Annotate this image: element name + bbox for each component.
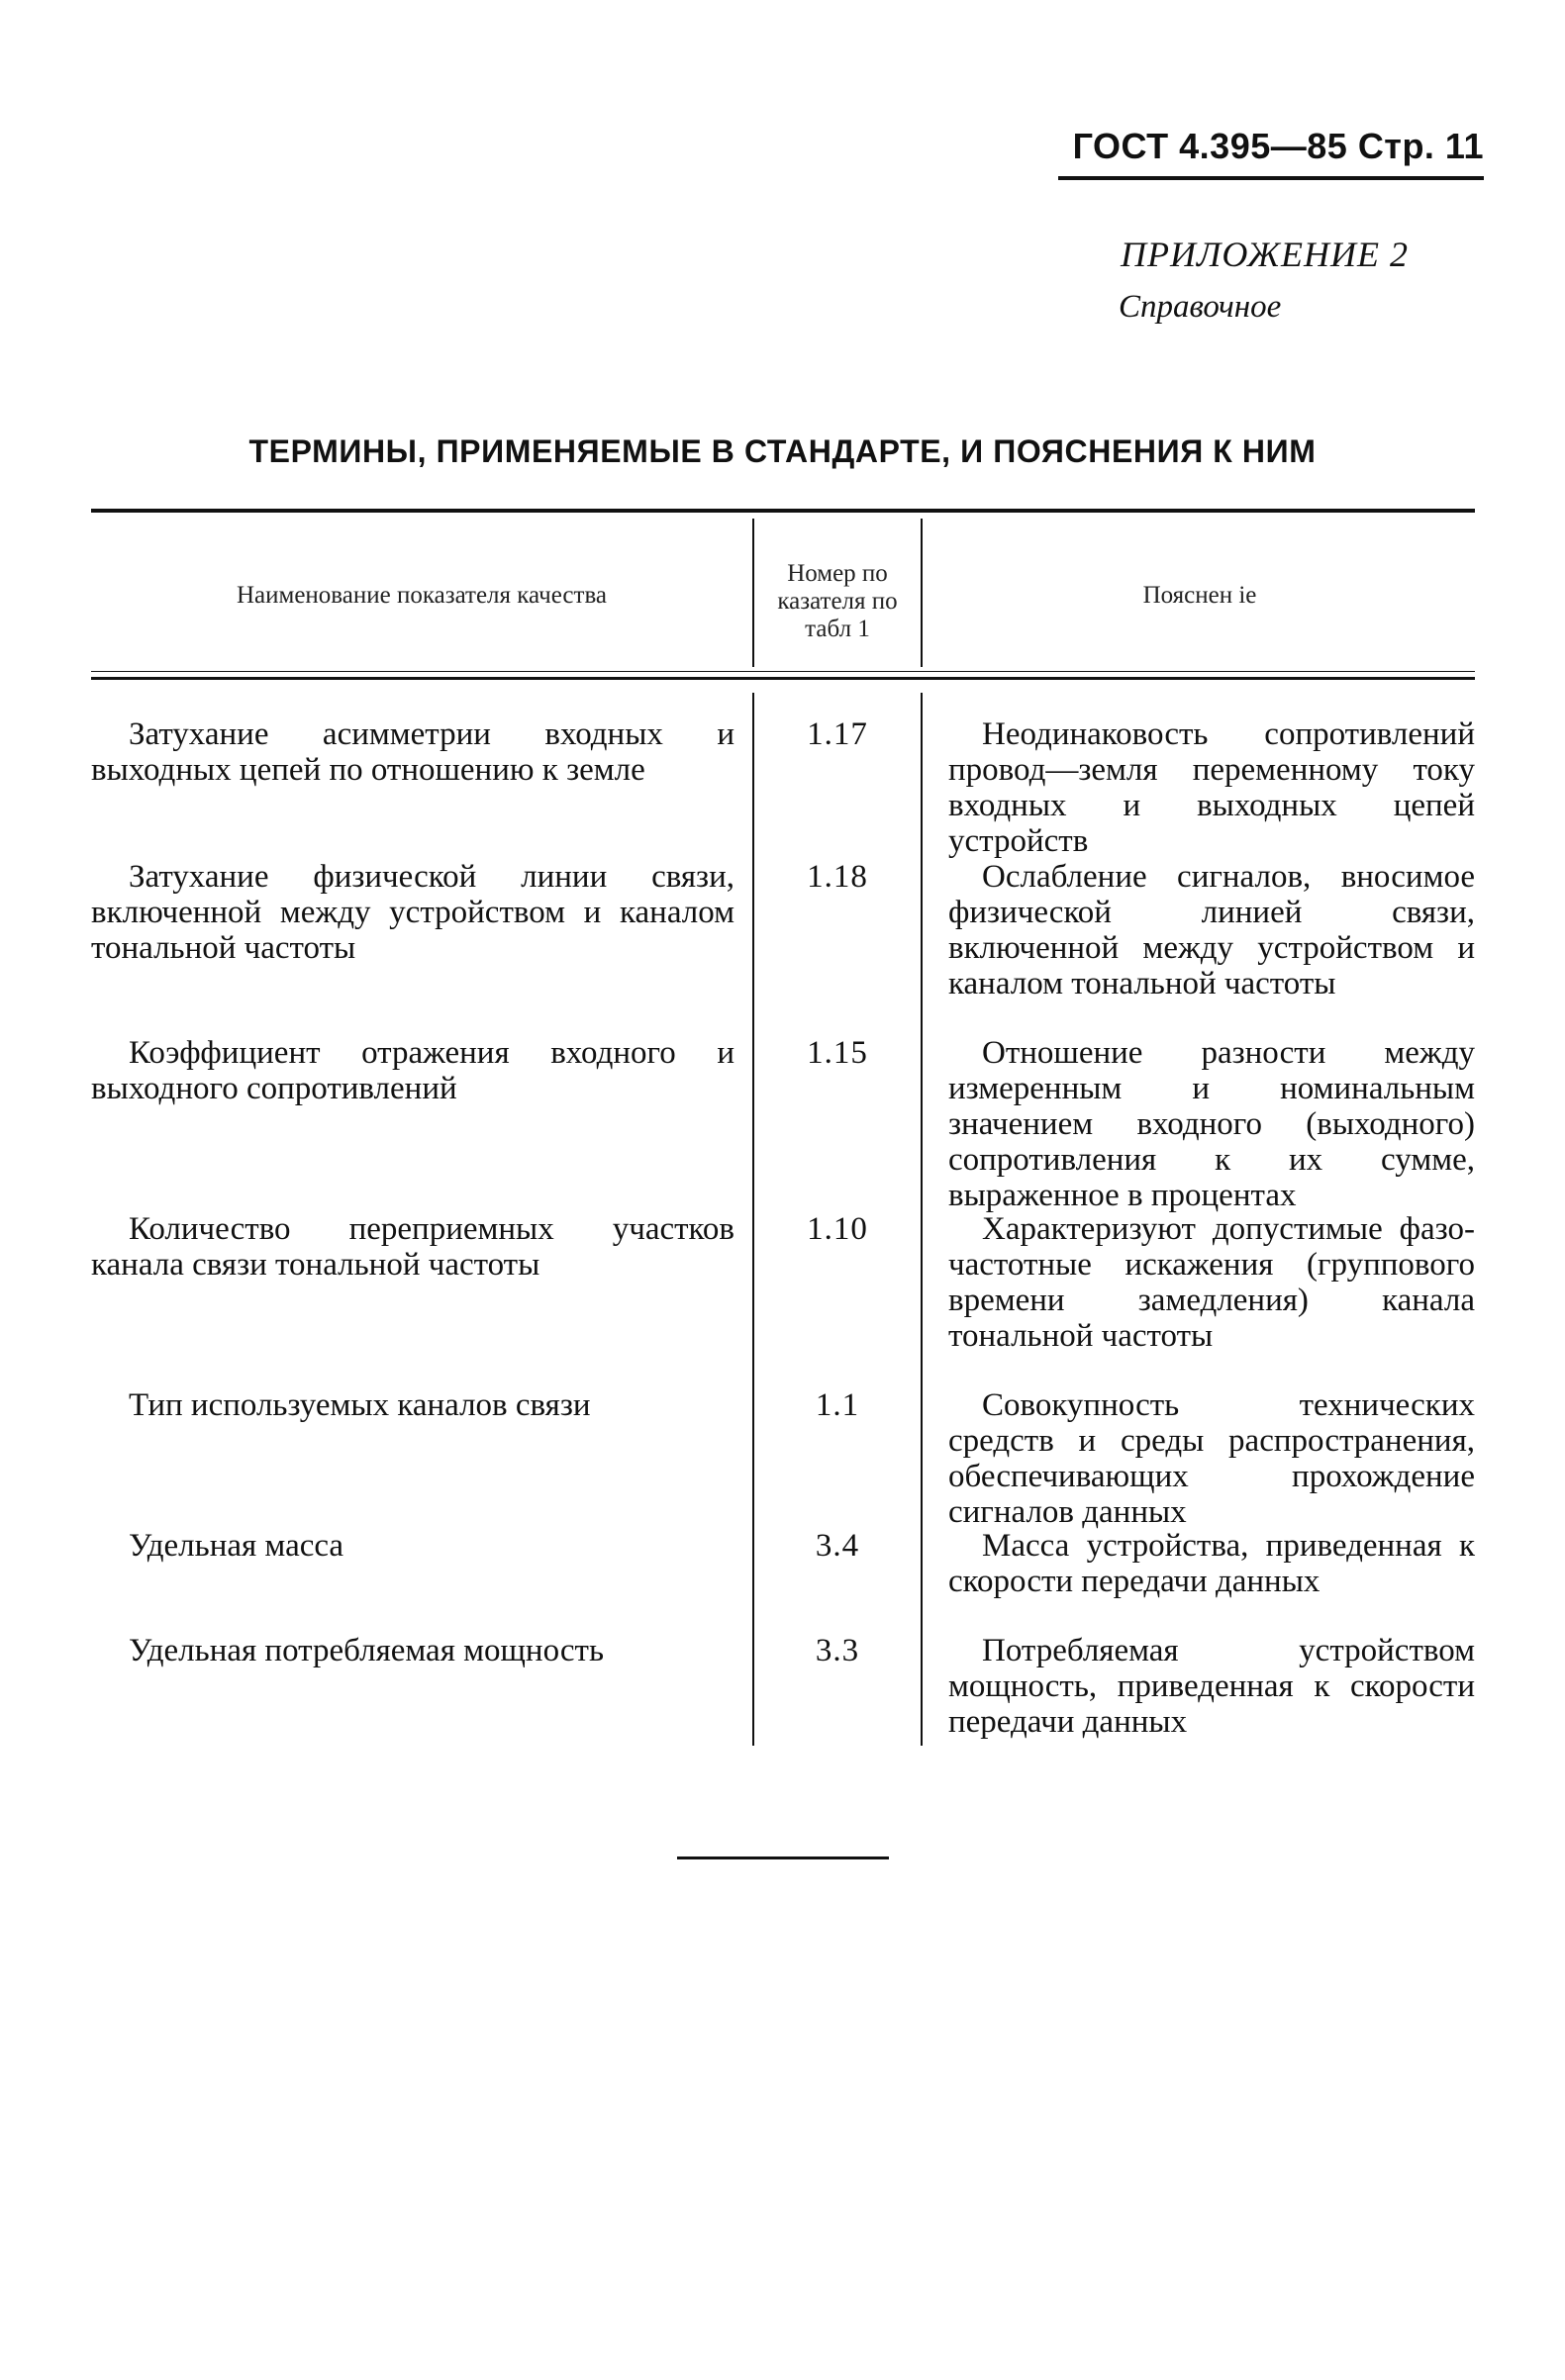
row-explanation: Масса устройства, приведенная к скорости передачи данных bbox=[948, 1528, 1475, 1599]
terms-table bbox=[91, 509, 1475, 1746]
row-number: 3.4 bbox=[815, 1528, 860, 1564]
row-term: Коэффициент отражения входного и выходного сопротивлений bbox=[91, 1035, 734, 1106]
header-line bbox=[1058, 127, 1484, 180]
header-divider-1 bbox=[752, 519, 754, 667]
row-explanation: Ослабление сигналов, вносимое физической линией связи, включенной между устройством и каналом тональной частоты bbox=[948, 859, 1475, 1001]
table-top-rule bbox=[91, 509, 1475, 513]
row-explanation: Потребляемая устройством мощность, приведенная к скорости передачи данных bbox=[948, 1633, 1475, 1740]
header-bottom-rule-thick bbox=[91, 677, 1475, 680]
row-term: Затухание физической линии связи, включенной между устройством и каналом тональной частоты bbox=[91, 859, 734, 966]
body-divider-1 bbox=[752, 693, 754, 1746]
page-number: Стр. 11 bbox=[1357, 126, 1484, 166]
end-rule bbox=[677, 1856, 889, 1859]
row-term: Затухание асимметрии входных и выходных цепей по отношению к земле bbox=[91, 716, 734, 788]
row-explanation: Неодинаковость сопротивлений провод—земля переменному току входных и выходных цепей устройств bbox=[948, 716, 1475, 859]
appendix-title: ПРИЛОЖЕНИЕ 2 bbox=[1121, 235, 1409, 274]
appendix-subtitle: Справочное bbox=[1119, 289, 1282, 325]
header-bottom-rule bbox=[91, 671, 1475, 672]
row-explanation: Характеризуют допустимые фазо-частотные искажения (группового времени замедления) канала тональной частоты bbox=[948, 1211, 1475, 1354]
page-header bbox=[1058, 127, 1484, 180]
row-term: Удельная масса bbox=[129, 1528, 344, 1564]
column-header-explanation: Пояснен іе bbox=[1142, 582, 1257, 609]
document-title: ТЕРМИНЫ, ПРИМЕНЯЕМЫЕ В СТАНДАРТЕ, И ПОЯСНЕНИЯ К НИМ bbox=[248, 433, 1317, 469]
row-number: 1.1 bbox=[815, 1387, 860, 1423]
row-explanation: Совокупность технических средств и среды распространения, обеспечивающих прохождение сигналов данных bbox=[948, 1387, 1475, 1530]
column-header-number: Номер по казателя по табл 1 bbox=[777, 560, 898, 642]
row-number: 1.18 bbox=[807, 859, 868, 895]
row-number: 1.15 bbox=[807, 1035, 868, 1071]
body-divider-2 bbox=[921, 693, 923, 1746]
row-term: Количество переприемных участков канала связи тональной частоты bbox=[91, 1211, 734, 1283]
row-explanation: Отношение разности между измеренным и номинальным значением входного (выходного) сопротивления к их сумме, выраженное в процентах bbox=[948, 1035, 1475, 1213]
appendix-block bbox=[1121, 234, 1409, 326]
standard-number: ГОСТ 4.395—85 bbox=[1072, 126, 1348, 166]
row-term: Удельная потребляемая мощность bbox=[129, 1633, 605, 1668]
row-number: 3.3 bbox=[815, 1633, 860, 1668]
row-number: 1.10 bbox=[807, 1211, 868, 1247]
column-header-name: Наименование показателя качества bbox=[236, 582, 608, 609]
row-term: Тип используемых каналов связи bbox=[129, 1387, 591, 1423]
row-number: 1.17 bbox=[807, 716, 868, 752]
header-divider-2 bbox=[921, 519, 923, 667]
